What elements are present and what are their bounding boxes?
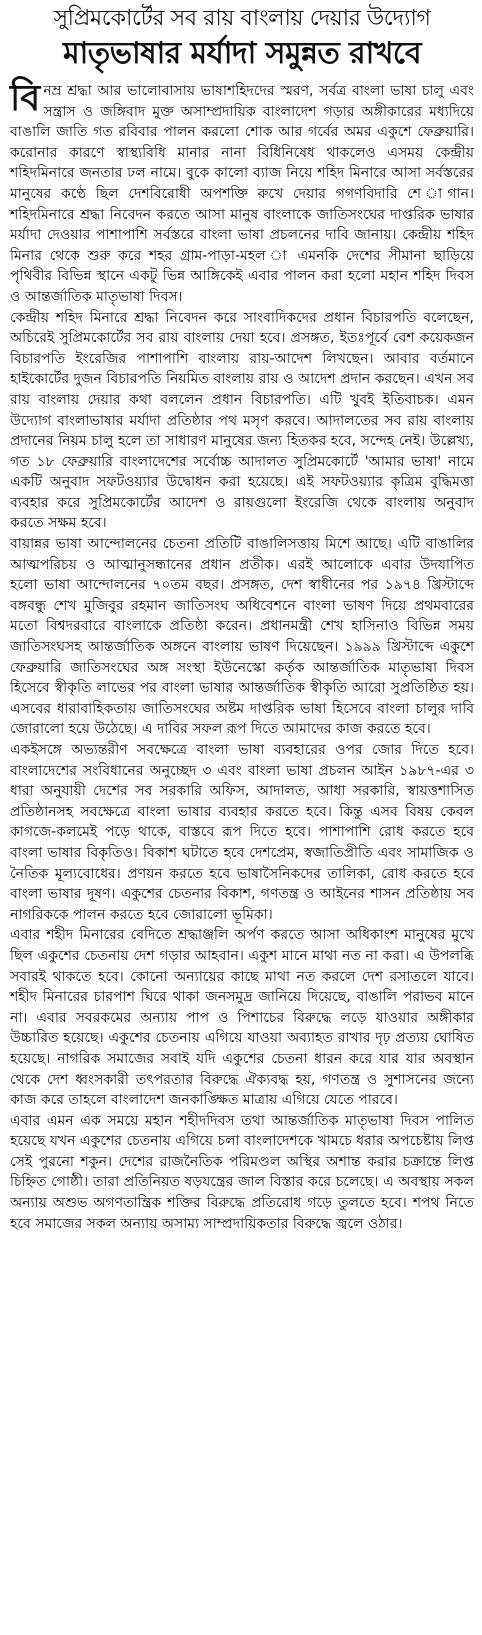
drop-cap: বি	[10, 78, 41, 119]
article-paragraph: এবার এমন এক সময়ে মহান শহীদদিবস তথা আন্তর্জাতিক মাতৃভাষা দিবস পালিত হয়েছে যখন একুশের চেতনায় এগিয়ে চলা বাংলাদেশকে খামচে ধরার অপচেষ্টায় লিপ্ত সেই পুরনো শকুন। দেশের রাজনৈতিক পরিমণ্ডল অস্থির অশান্ত করার চক্রান্তে লিপ্ত চিহ্নিত গোষ্ঠী। তারা প্রতিনিয়ত ষড়যন্ত্রের জাল বিস্তার করে চলেছে। এ অবস্থায় সকল অন্যায় অশুভ অগণতান্ত্রিক শক্তির বিরুদ্ধে প্রতিরোধ গড়ে তুলতে হবে। শপথ নিতে হবে সমাজের সকল অন্যায় অসাম্য সাম্প্রদায়িকতার বিরুদ্ধে জ্বলে ওঠার।	[10, 1112, 474, 1232]
paragraph-text: নম্র শ্রদ্ধা আর ভালোবাসায় ভাষাশহিদদের স্মরণ, সর্বত্র বাংলা ভাষা চালু এবং সন্ত্রাস ও জঙ্গিবাদ মুক্ত অসাম্প্রদায়িক বাংলাদেশ গড়ার অঙ্গীকারের মধ্যদিয়ে বাঙালি জাতি গত রবিবার পালন করলো শোক আর গর্বের অমর একুশে ফেব্রুয়ারি। করোনার কারণে স্বাস্থ্যবিধি মানার নানা বিধিনিষেধ থাকলেও এসময় কেন্দ্রীয় শহিদমিনারে জনতার ঢল নামে। বুকে কালো ব্যাজ নিয়ে শহিদ মিনারে আসা সর্বস্তরের মানুষের কণ্ঠে ছিল দেশবিরোধী অপশক্তি রুখে দেয়ার গগণবিদারি শে াগান। শহিদমিনারে শ্রদ্ধা নিবেদন করতে আসা মানুষ বাংলাকে জাতিসংঘের দাপ্তরিক ভাষার মর্যাদা দেওয়ার পাশাপাশি সর্বস্তরে বাংলা ভাষা প্রচলনের দাবি জানায়। কেন্দ্রীয় শহিদ মিনার থেকে শুরু করে শহর গ্রাম-পাড়া-মহল া এমনকি দেশের সীমানা ছাড়িয়ে পৃথিবীর বিভিন্ন স্থানে একটু ভিন্ন আঙ্গিকেই এবার পালন করা হলো মহান শহিদ দিবস ও আন্তর্জাতিক মাতৃভাষা দিবস।	[10, 83, 474, 305]
kicker-headline: সুপ্রিমকোর্টের সব রায় বাংলায় দেয়ার উদ্যোগ	[53, 6, 431, 31]
article-paragraph: বায়ান্নর ভাষা আন্দোলনের চেতনা প্রতিটি বাঙালিসত্তায় মিশে আছে। এটি বাঙালির আত্মপরিচয় ও আত্মানুসন্ধানের প্রধান প্রতীক। এরই আলোকে এবার উদযাপিত হলো ভাষা আন্দোলনের ৭০তম বছর। প্রসঙ্গত, দেশ স্বাধীনের পর ১৯৭৪ খ্রিস্টাব্দে বঙ্গবন্ধু শেখ মুজিবুর রহমান জাতিসংঘ অধিবেশনে বাংলা ভাষণ দিয়ে প্রথমবারের মতো বিশ্বদরবারে বাংলাকে প্রতিষ্ঠা করেন। প্রধানমন্ত্রী শেখ হাসিনাও বিভিন্ন সময় জাতিসংঘসহ আন্তর্জাতিক অঙ্গনে বাংলায় ভাষণ দিয়েছেন। ১৯৯৯ খ্রিস্টাব্দে একুশে ফেব্রুয়ারি জাতিসংঘের অঙ্গ সংস্থা ইউনেস্কো কর্তৃক আন্তর্জাতিক মাতৃভাষা দিবস হিসেবে স্বীকৃতি লাভের পর বাংলা ভাষার আন্তর্জাতিক স্বীকৃতি আরো সুপ্রতিষ্ঠিত হয়। এসবের ধারাবাহিকতায় জাতিসংঘের অষ্টম দাপ্তরিক ভাষা হিসেবে বাংলা চালুর দাবি জোরালো হয়ে উঠেছে। এ দাবির সফল রূপ দিতে আমাদের কাজ করতে হবে।	[10, 536, 474, 738]
article-body	[10, 78, 474, 1234]
main-headline: মাতৃভাষার মর্যাদা সমুন্নত রাখবে	[62, 36, 422, 71]
article-paragraph: কেন্দ্রীয় শহিদ মিনারে শ্রদ্ধা নিবেদন করে সাংবাদিকদের প্রধান বিচারপতি বলেছেন, অচিরেই সুপ্রিমকোর্টের সব রায় বাংলায় দেয়া হবে। প্রসঙ্গত, ইতঃপূর্বে বেশ কয়েকজন বিচারপতি ইংরেজির পাশাপাশি বাংলায় রায়-আদেশ লিখছেন। আবার বর্তমানে হাইকোর্টের দুজন বিচারপতি নিয়মিত বাংলায় রায় ও আদেশ প্রদান করছেন। এখন সব রায় বাংলায় দেয়ার কথা বললেন প্রধান বিচারপতি। এটি খুবই ইতিবাচক। এমন উদ্যোগ বাংলাভাষার মর্যাদা প্রতিষ্ঠার পথ মসৃণ করবে। আদালতের সব রায় বাংলায় প্রদানের নিয়ম চালু হলে তা সাধারণ মানুষের জন্য হিতকর হবে, সন্দেহ নেই। উল্লেখ্য, গত ১৮ ফেব্রুয়ারি বাংলাদেশের সর্বোচ্চ আদালত সুপ্রিমকোর্টে 'আমার ভাষা' নামে একটি অনুবাদ সফটওয়্যার উদ্বোধন করা হয়েছে। এই সফটওয়্যার কৃত্রিম বুদ্ধিমত্তা ব্যবহার করে সুপ্রিমকোর্টের আদেশ ও রায়গুলো ইংরেজি থেকে বাংলায় অনুবাদ করতে সক্ষম হবে।	[10, 309, 474, 532]
article-paragraph: এবার শহীদ মিনারের বেদিতে শ্রদ্ধাঞ্জলি অর্পণ করতে আসা অধিকাংশ মানুষের মুখে ছিল একুশের চেতনায় দেশ গড়ার আহবান। একুশ মানে মাথা নত না করা। এ উপলব্ধি সবারই থাকতে হবে। কোনো অন্যায়ের কাছে মাথা নত করলে দেশ রসাতলে যাবে। শহীদ মিনারের চারপাশ ঘিরে থাকা জনসমুদ্র জানিয়ে দিয়েছে, বাঙালি পরাভব মানে না। এবার সবরকমের অন্যায় পাপ ও পিশাচের বিরুদ্ধে লড়ে যাওয়ার অঙ্গীকার উচ্চারিত হয়েছে। একুশের চেতনায় এগিয়ে যাওয়া অব্যাহত রাখার দৃঢ় প্রত্যয় ঘোষিত হয়েছে। নাগরিক সমাজের সবাই যদি একুশের চেতনা ধারন করে যার যার অবস্থান থেকে দেশ ধ্বংসকারী তৎপরতার বিরুদ্ধে ঐক্যবদ্ধ হয়, গণতন্ত্র ও সুশাসনের জন্যে কাজ করে তাহলে বাংলাদেশ জনকাঙ্ক্ষিত মাত্রায় এগিয়ে যেতে পারবে।	[10, 927, 474, 1109]
article-paragraph	[10, 78, 474, 308]
article-paragraph: একইসঙ্গে অভ্যন্তরীণ সবক্ষেত্রে বাংলা ভাষা ব্যবহারের ওপর জোর দিতে হবে। বাংলাদেশের সংবিধানের অনুচ্ছেদ ৩ এবং বাংলা ভাষা প্রচলন আইন ১৯৮৭-এর ৩ ধারা অনুযায়ী দেশের সব সরকারি অফিস, আদালত, আধা সরকারি, স্বায়ত্তশাসিত প্রতিষ্ঠানসহ সবক্ষেত্রে বাংলা ভাষার ব্যবহার করতে হবে। কিন্তু এসব বিষয় কেবল কাগজে-কলমেই পড়ে থাকে, বাস্তবে রূপ দিতে হবে। পাশাপাশি রোধ করতে হবে বাংলা ভাষার বিকৃতিও। বিকাশ ঘটাতে হবে দেশপ্রেম, স্বজাতিপ্রীতি এবং সামাজিক ও নৈতিক মূল্যবোধের। প্রণয়ন করতে হবে ভাষাসৈনিকদের তালিকা, রোধ করতে হবে বাংলা ভাষার দূষণ। একুশের চেতনার বিকাশ, গণতন্ত্র ও আইনের শাসন প্রতিষ্ঠায় সব নাগরিককে পালন করতে হবে জোরালো ভূমিকা।	[10, 742, 474, 923]
